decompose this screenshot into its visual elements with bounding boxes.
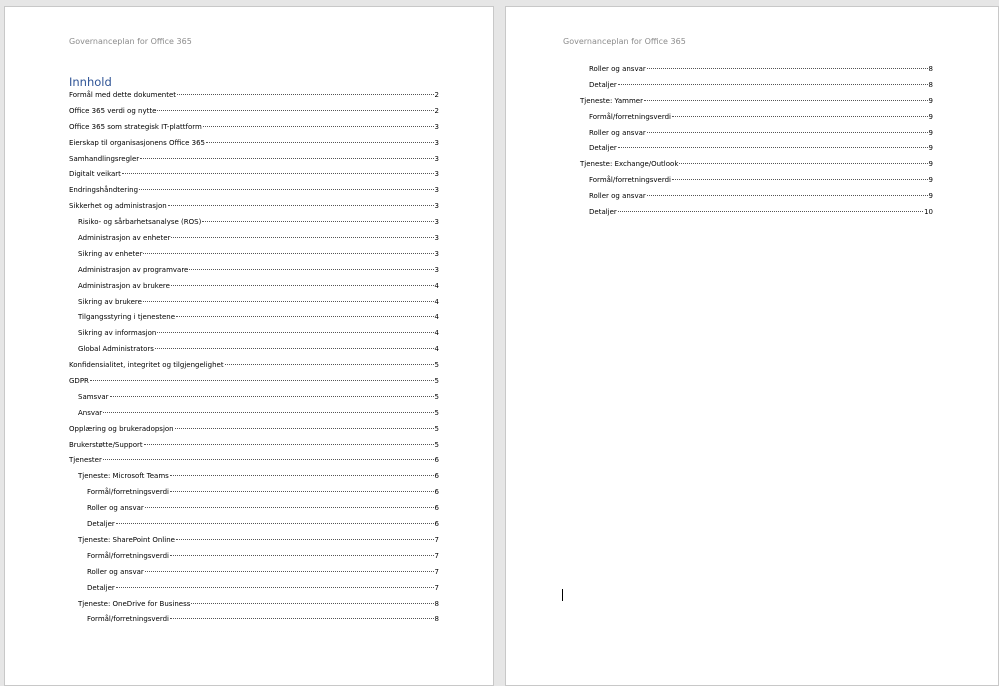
toc-leader-dots xyxy=(206,142,434,143)
toc-entry-page-number: 6 xyxy=(434,504,439,513)
toc-entry-page-number: 4 xyxy=(434,281,439,290)
toc-entry-page-number: 6 xyxy=(434,520,439,529)
toc-leader-dots xyxy=(202,221,433,222)
toc-entry[interactable] xyxy=(69,584,439,600)
toc-entry-label: Sikring av informasjon xyxy=(78,329,157,338)
toc-entry[interactable] xyxy=(69,552,439,568)
toc-entry[interactable] xyxy=(69,425,439,441)
toc-entry[interactable] xyxy=(69,91,439,107)
toc-leader-dots xyxy=(647,132,928,133)
toc-leader-dots xyxy=(225,364,434,365)
page-header: Governanceplan for Office 365 xyxy=(69,37,192,46)
toc-entry[interactable] xyxy=(571,176,933,192)
toc-entry-label: Sikring av enheter xyxy=(78,249,143,258)
toc-leader-dots xyxy=(170,618,434,619)
toc-entry[interactable] xyxy=(69,107,439,123)
toc-entry-label: Administrasjon av enheter xyxy=(78,234,171,243)
toc-entry[interactable] xyxy=(69,615,439,631)
toc-entry[interactable] xyxy=(571,129,933,145)
toc-entry[interactable] xyxy=(69,139,439,155)
toc-entry-page-number: 5 xyxy=(434,361,439,370)
toc-entry-page-number: 3 xyxy=(434,202,439,211)
toc-leader-dots xyxy=(177,94,434,95)
toc-entry-page-number: 9 xyxy=(928,96,933,105)
toc-entry[interactable] xyxy=(571,81,933,97)
toc-entry-label: Detaljer xyxy=(589,144,617,153)
toc-entry-label: Detaljer xyxy=(589,80,617,89)
toc-entry-page-number: 8 xyxy=(434,615,439,624)
toc-entry-label: Global Administrators xyxy=(78,345,154,354)
toc-entry[interactable] xyxy=(571,160,933,176)
toc-leader-dots xyxy=(157,110,433,111)
toc-leader-dots xyxy=(157,332,433,333)
toc-entry[interactable] xyxy=(571,192,933,208)
toc-entry-label: Opplæring og brukeradopsjon xyxy=(69,424,174,433)
toc-entry-page-number: 3 xyxy=(434,265,439,274)
toc-entry-page-number: 3 xyxy=(434,170,439,179)
toc-entry-page-number: 6 xyxy=(434,472,439,481)
toc-leader-dots xyxy=(116,587,434,588)
toc-entry-label: Roller og ansvar xyxy=(589,128,646,137)
toc-leader-dots xyxy=(170,491,434,492)
toc-entry[interactable] xyxy=(69,488,439,504)
toc-entry-label: Digitalt veikart xyxy=(69,170,121,179)
toc-entry-page-number: 9 xyxy=(928,160,933,169)
toc-entry[interactable] xyxy=(69,329,439,345)
toc-entry-page-number: 3 xyxy=(434,138,439,147)
toc-entry-label: Sikkerhet og administrasjon xyxy=(69,202,167,211)
toc-leader-dots xyxy=(203,126,434,127)
toc-entry-page-number: 2 xyxy=(434,106,439,115)
toc-entry-label: Ansvar xyxy=(78,408,103,417)
toc-leader-dots xyxy=(168,205,434,206)
toc-entry-page-number: 9 xyxy=(928,144,933,153)
toc-entry-label: Konfidensialitet, integritet og tilgjengelighet xyxy=(69,361,224,370)
toc-entry-label: Detaljer xyxy=(87,520,115,529)
toc-entry-label: Detaljer xyxy=(87,583,115,592)
toc-entry-page-number: 8 xyxy=(928,65,933,73)
toc-leader-dots xyxy=(145,507,434,508)
toc-entry-page-number: 3 xyxy=(434,122,439,131)
toc-leader-dots xyxy=(672,116,928,117)
toc-entry[interactable] xyxy=(69,298,439,314)
toc-entry-page-number: 5 xyxy=(434,377,439,386)
toc-entry-page-number: 7 xyxy=(434,535,439,544)
toc-entry-label: Brukerstøtte/Support xyxy=(69,440,143,449)
toc-entry-label: Risiko- og sårbarhetsanalyse (ROS) xyxy=(78,218,202,227)
toc-entry-label: Roller og ansvar xyxy=(589,65,646,73)
toc-leader-dots xyxy=(170,555,434,556)
toc-entry[interactable] xyxy=(69,361,439,377)
toc-entry-page-number: 4 xyxy=(434,345,439,354)
table-of-contents-continued xyxy=(571,65,933,224)
toc-leader-dots xyxy=(176,539,434,540)
toc-leader-dots xyxy=(144,444,434,445)
toc-entry-page-number: 9 xyxy=(928,192,933,201)
toc-entry-page-number: 3 xyxy=(434,218,439,227)
toc-entry[interactable] xyxy=(69,441,439,457)
toc-entry-label: Sikring av brukere xyxy=(78,297,142,306)
toc-entry-label: Formål med dette dokumentet xyxy=(69,91,177,99)
toc-entry-label: Samhandlingsregler xyxy=(69,154,140,163)
toc-entry-label: Administrasjon av brukere xyxy=(78,281,170,290)
toc-leader-dots xyxy=(143,301,434,302)
toc-entry-label: Tjenester xyxy=(69,456,102,465)
toc-entry-page-number: 10 xyxy=(924,208,933,217)
toc-entry-label: Office 365 verdi og nytte xyxy=(69,106,157,115)
toc-entry-label: Tjeneste: Yammer xyxy=(580,96,643,105)
toc-leader-dots xyxy=(90,380,434,381)
toc-entry-page-number: 5 xyxy=(434,408,439,417)
toc-entry-label: Formål/forretningsverdi xyxy=(87,488,170,497)
toc-entry-page-number: 9 xyxy=(928,128,933,137)
toc-leader-dots xyxy=(189,269,433,270)
toc-leader-dots xyxy=(171,237,433,238)
toc-leader-dots xyxy=(176,316,434,317)
toc-entry-label: Detaljer xyxy=(589,208,617,217)
toc-leader-dots xyxy=(103,459,434,460)
toc-leader-dots xyxy=(116,523,434,524)
toc-entry-label: Samsvar xyxy=(78,392,109,401)
toc-entry-label: Administrasjon av programvare xyxy=(78,265,189,274)
toc-entry[interactable] xyxy=(69,393,439,409)
toc-entry[interactable] xyxy=(69,186,439,202)
toc-entry-page-number: 9 xyxy=(928,176,933,185)
toc-entry-page-number: 5 xyxy=(434,440,439,449)
toc-leader-dots xyxy=(139,189,434,190)
toc-entry-page-number: 9 xyxy=(928,112,933,121)
toc-leader-dots xyxy=(145,571,434,572)
toc-entry-label: Formål/forretningsverdi xyxy=(87,615,170,624)
toc-entry-label: Roller og ansvar xyxy=(87,504,144,513)
toc-entry[interactable] xyxy=(69,409,439,425)
toc-entry-page-number: 8 xyxy=(928,80,933,89)
toc-entry-page-number: 4 xyxy=(434,329,439,338)
toc-entry-page-number: 7 xyxy=(434,567,439,576)
toc-entry[interactable] xyxy=(69,377,439,393)
toc-entry[interactable] xyxy=(69,170,439,186)
toc-leader-dots xyxy=(647,68,928,69)
toc-entry[interactable] xyxy=(69,345,439,361)
toc-leader-dots xyxy=(679,163,927,164)
toc-entry-label: Roller og ansvar xyxy=(87,567,144,576)
toc-leader-dots xyxy=(103,412,433,413)
document-page-2[interactable] xyxy=(505,6,999,686)
toc-entry-label: Office 365 som strategisk IT-plattform xyxy=(69,122,202,131)
toc-entry-label: Roller og ansvar xyxy=(589,192,646,201)
toc-heading: Innhold xyxy=(69,75,112,89)
toc-entry-label: Eierskap til organisasjonens Office 365 xyxy=(69,138,205,147)
toc-entry[interactable] xyxy=(69,520,439,536)
toc-entry[interactable] xyxy=(69,536,439,552)
toc-leader-dots xyxy=(155,348,434,349)
toc-leader-dots xyxy=(140,158,433,159)
toc-entry[interactable] xyxy=(69,155,439,171)
toc-leader-dots xyxy=(618,84,928,85)
toc-leader-dots xyxy=(672,179,928,180)
toc-entry[interactable] xyxy=(69,282,439,298)
toc-entry-label: Formål/forretningsverdi xyxy=(87,551,170,560)
toc-entry-page-number: 3 xyxy=(434,234,439,243)
toc-entry[interactable] xyxy=(69,568,439,584)
toc-entry[interactable] xyxy=(69,202,439,218)
toc-leader-dots xyxy=(170,475,434,476)
document-page-1[interactable] xyxy=(4,6,494,686)
toc-leader-dots xyxy=(644,100,928,101)
toc-entry-label: Tjeneste: OneDrive for Business xyxy=(78,599,191,608)
toc-entry[interactable] xyxy=(69,504,439,520)
toc-entry-page-number: 6 xyxy=(434,488,439,497)
toc-entry-page-number: 4 xyxy=(434,297,439,306)
toc-entry[interactable] xyxy=(571,208,933,224)
toc-entry[interactable] xyxy=(69,218,439,234)
toc-leader-dots xyxy=(618,211,923,212)
toc-entry[interactable] xyxy=(69,472,439,488)
toc-entry-page-number: 4 xyxy=(434,313,439,322)
table-of-contents xyxy=(69,91,439,631)
toc-entry-label: Tjeneste: Microsoft Teams xyxy=(78,472,169,481)
toc-entry[interactable] xyxy=(69,234,439,250)
toc-entry-page-number: 7 xyxy=(434,583,439,592)
toc-leader-dots xyxy=(647,195,928,196)
toc-leader-dots xyxy=(143,253,433,254)
toc-leader-dots xyxy=(618,147,928,148)
toc-entry-label: Tjeneste: SharePoint Online xyxy=(78,535,175,544)
toc-entry-label: Formål/forretningsverdi xyxy=(589,112,672,121)
toc-entry-label: Tjeneste: Exchange/Outlook xyxy=(580,160,679,169)
toc-leader-dots xyxy=(171,285,434,286)
toc-leader-dots xyxy=(122,173,434,174)
toc-entry-page-number: 3 xyxy=(434,154,439,163)
toc-entry[interactable] xyxy=(69,250,439,266)
toc-entry-label: Tilgangsstyring i tjenestene xyxy=(78,313,176,322)
toc-entry-page-number: 5 xyxy=(434,392,439,401)
toc-entry[interactable] xyxy=(571,97,933,113)
toc-entry-page-number: 2 xyxy=(434,91,439,99)
toc-entry-page-number: 7 xyxy=(434,551,439,560)
toc-entry[interactable] xyxy=(571,144,933,160)
toc-entry[interactable] xyxy=(69,600,439,616)
toc-entry[interactable] xyxy=(571,113,933,129)
toc-entry-page-number: 8 xyxy=(434,599,439,608)
text-cursor xyxy=(562,589,563,601)
toc-entry[interactable] xyxy=(69,123,439,139)
toc-entry-page-number: 3 xyxy=(434,186,439,195)
page-header: Governanceplan for Office 365 xyxy=(563,37,686,46)
toc-entry[interactable] xyxy=(69,313,439,329)
toc-entry-label: Endringshåndtering xyxy=(69,186,139,195)
toc-entry-label: GDPR xyxy=(69,377,89,386)
toc-entry[interactable] xyxy=(571,65,933,81)
toc-entry-page-number: 6 xyxy=(434,456,439,465)
toc-entry[interactable] xyxy=(69,266,439,282)
toc-entry-label: Formål/forretningsverdi xyxy=(589,176,672,185)
toc-entry[interactable] xyxy=(69,456,439,472)
toc-leader-dots xyxy=(175,428,434,429)
toc-leader-dots xyxy=(110,396,434,397)
toc-entry-page-number: 5 xyxy=(434,424,439,433)
toc-entry-page-number: 3 xyxy=(434,249,439,258)
toc-leader-dots xyxy=(191,603,433,604)
